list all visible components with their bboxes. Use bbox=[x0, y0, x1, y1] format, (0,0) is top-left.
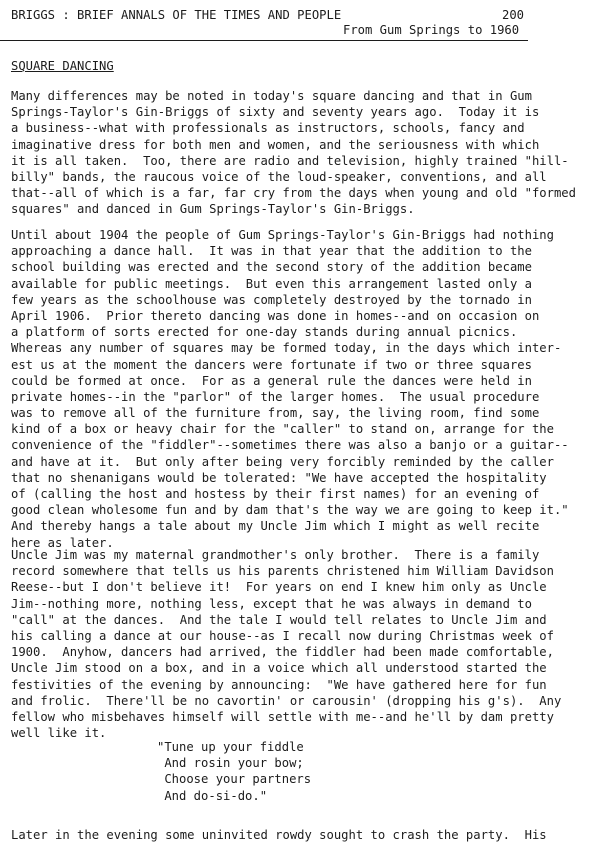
text-line: his calling a dance at our house--as I recall now during Christmas week of bbox=[11, 628, 554, 643]
text-line: few years as the schoolhouse was completely destroyed by the tornado in bbox=[11, 292, 532, 307]
text-line: available for public meetings. But even this arrangement lasted only a bbox=[11, 276, 532, 291]
text-line: and frolic. There'll be no cavortin' or carousin' (dropping his g's). Any bbox=[11, 693, 562, 708]
text-line: Reese--but I don't believe it! For years on end I knew him only as Uncle bbox=[11, 580, 547, 595]
text-line: billy" bands, the raucous voice of the loud-speaker, conventions, and all bbox=[11, 169, 547, 184]
text-line: Until about 1904 the people of Gum Springs-Taylor's Gin-Briggs had nothing bbox=[11, 228, 554, 242]
text-line: 1900. Anyhow, dancers had arrived, the fiddler had been made comfortable, bbox=[11, 645, 554, 660]
text-line: Later in the evening some uninvited rowdy sought to crash the party. His bbox=[11, 828, 547, 842]
text-line: April 1906. Prior thereto dancing was done in homes--and on occasion on bbox=[11, 308, 540, 323]
text-line: festivities of the evening by announcing: "We have gathered here for fun bbox=[11, 677, 547, 692]
text-line: imaginative dress for both men and women, and the seriousness with which bbox=[11, 137, 540, 152]
verse-line: "Tune up your fiddle bbox=[157, 740, 304, 754]
paragraph-2 bbox=[11, 227, 600, 551]
text-line: a platform of sorts erected for one-day stands during annual picnics. bbox=[11, 325, 518, 340]
verse-line: Choose your partners bbox=[157, 772, 312, 787]
text-line: Springs-Taylor's Gin-Briggs of sixty and seventy years ago. Today it is bbox=[11, 105, 540, 120]
text-line: fellow who misbehaves himself will settle with me--and he'll by dam pretty bbox=[11, 709, 554, 724]
text-line: squares" and danced in Gum Springs-Taylor's Gin-Briggs. bbox=[11, 202, 415, 217]
text-line: Whereas any number of squares may be formed today, in the days which inter- bbox=[11, 341, 562, 356]
text-line: "call" at the dances. And the tale I would tell relates to Uncle Jim and bbox=[11, 612, 547, 627]
text-line: Jim--nothing more, nothing less, except that he was always in demand to bbox=[11, 596, 532, 611]
text-line: kind of a box or heavy chair for the "caller" to stand on, arrange for the bbox=[11, 422, 554, 437]
closing-paragraph bbox=[11, 827, 600, 843]
header-rule bbox=[0, 40, 528, 41]
running-header-title: BRIGGS : BRIEF ANNALS OF THE TIMES AND PEOPLE bbox=[11, 8, 342, 22]
text-line: Uncle Jim stood on a box, and in a voice which all understood started the bbox=[11, 661, 547, 676]
text-line: it is all taken. Too, there are radio and television, highly trained "hill- bbox=[11, 153, 569, 168]
text-line: Uncle Jim was my maternal grandmother's only brother. There is a family bbox=[11, 548, 540, 562]
text-line: of (calling the host and hostess by their first names) for an evening of bbox=[11, 487, 540, 501]
text-line: approaching a dance hall. It was in that year that the addition to the bbox=[11, 244, 532, 259]
text-line: est us at the moment the dancers were fortunate if two or three squares bbox=[11, 357, 532, 372]
text-line: school building was erected and the second story of the addition became bbox=[11, 260, 532, 275]
paragraph-1 bbox=[11, 88, 600, 218]
verse-line: And do-si-do." bbox=[157, 788, 268, 803]
text-line: was to remove all of the furniture from, say, the living room, find some bbox=[11, 406, 540, 421]
page-number: 200 bbox=[502, 8, 525, 22]
text-line: Many differences may be noted in today's square dancing and that in Gum bbox=[11, 89, 532, 103]
text-line: convenience of the "fiddler"--sometimes there was also a banjo or a guitar-- bbox=[11, 438, 569, 453]
verse-line: And rosin your bow; bbox=[157, 756, 304, 771]
verse-block bbox=[157, 739, 311, 804]
section-title: SQUARE DANCING bbox=[11, 59, 114, 73]
text-line: could be formed at once. For as a general rule the dances were held in bbox=[11, 373, 532, 388]
text-line: here as later. bbox=[11, 535, 114, 550]
text-line: good clean wholesome fun and by dam that's the way we are going to keep it." bbox=[11, 503, 569, 518]
text-line: that no shenanigans would be tolerated: "We have accepted the hospitality bbox=[11, 470, 547, 485]
text-line: record somewhere that tells us his parents christened him William Davidson bbox=[11, 564, 554, 579]
text-line: private homes--in the "parlor" of the larger homes. The usual procedure bbox=[11, 389, 540, 404]
text-line: a business--what with professionals as instructors, schools, fancy and bbox=[11, 121, 525, 136]
text-line: well like it. bbox=[11, 726, 107, 741]
text-line: and have at it. But only after being very forcibly reminded by the caller bbox=[11, 454, 554, 469]
paragraph-3 bbox=[11, 547, 600, 741]
text-line: And thereby hangs a tale about my Uncle Jim which I might as well recite bbox=[11, 519, 540, 534]
text-line: that--all of which is a far, far cry from the days when young and old "formed bbox=[11, 186, 576, 201]
running-header-subtitle: From Gum Springs to 1960 bbox=[343, 23, 520, 37]
